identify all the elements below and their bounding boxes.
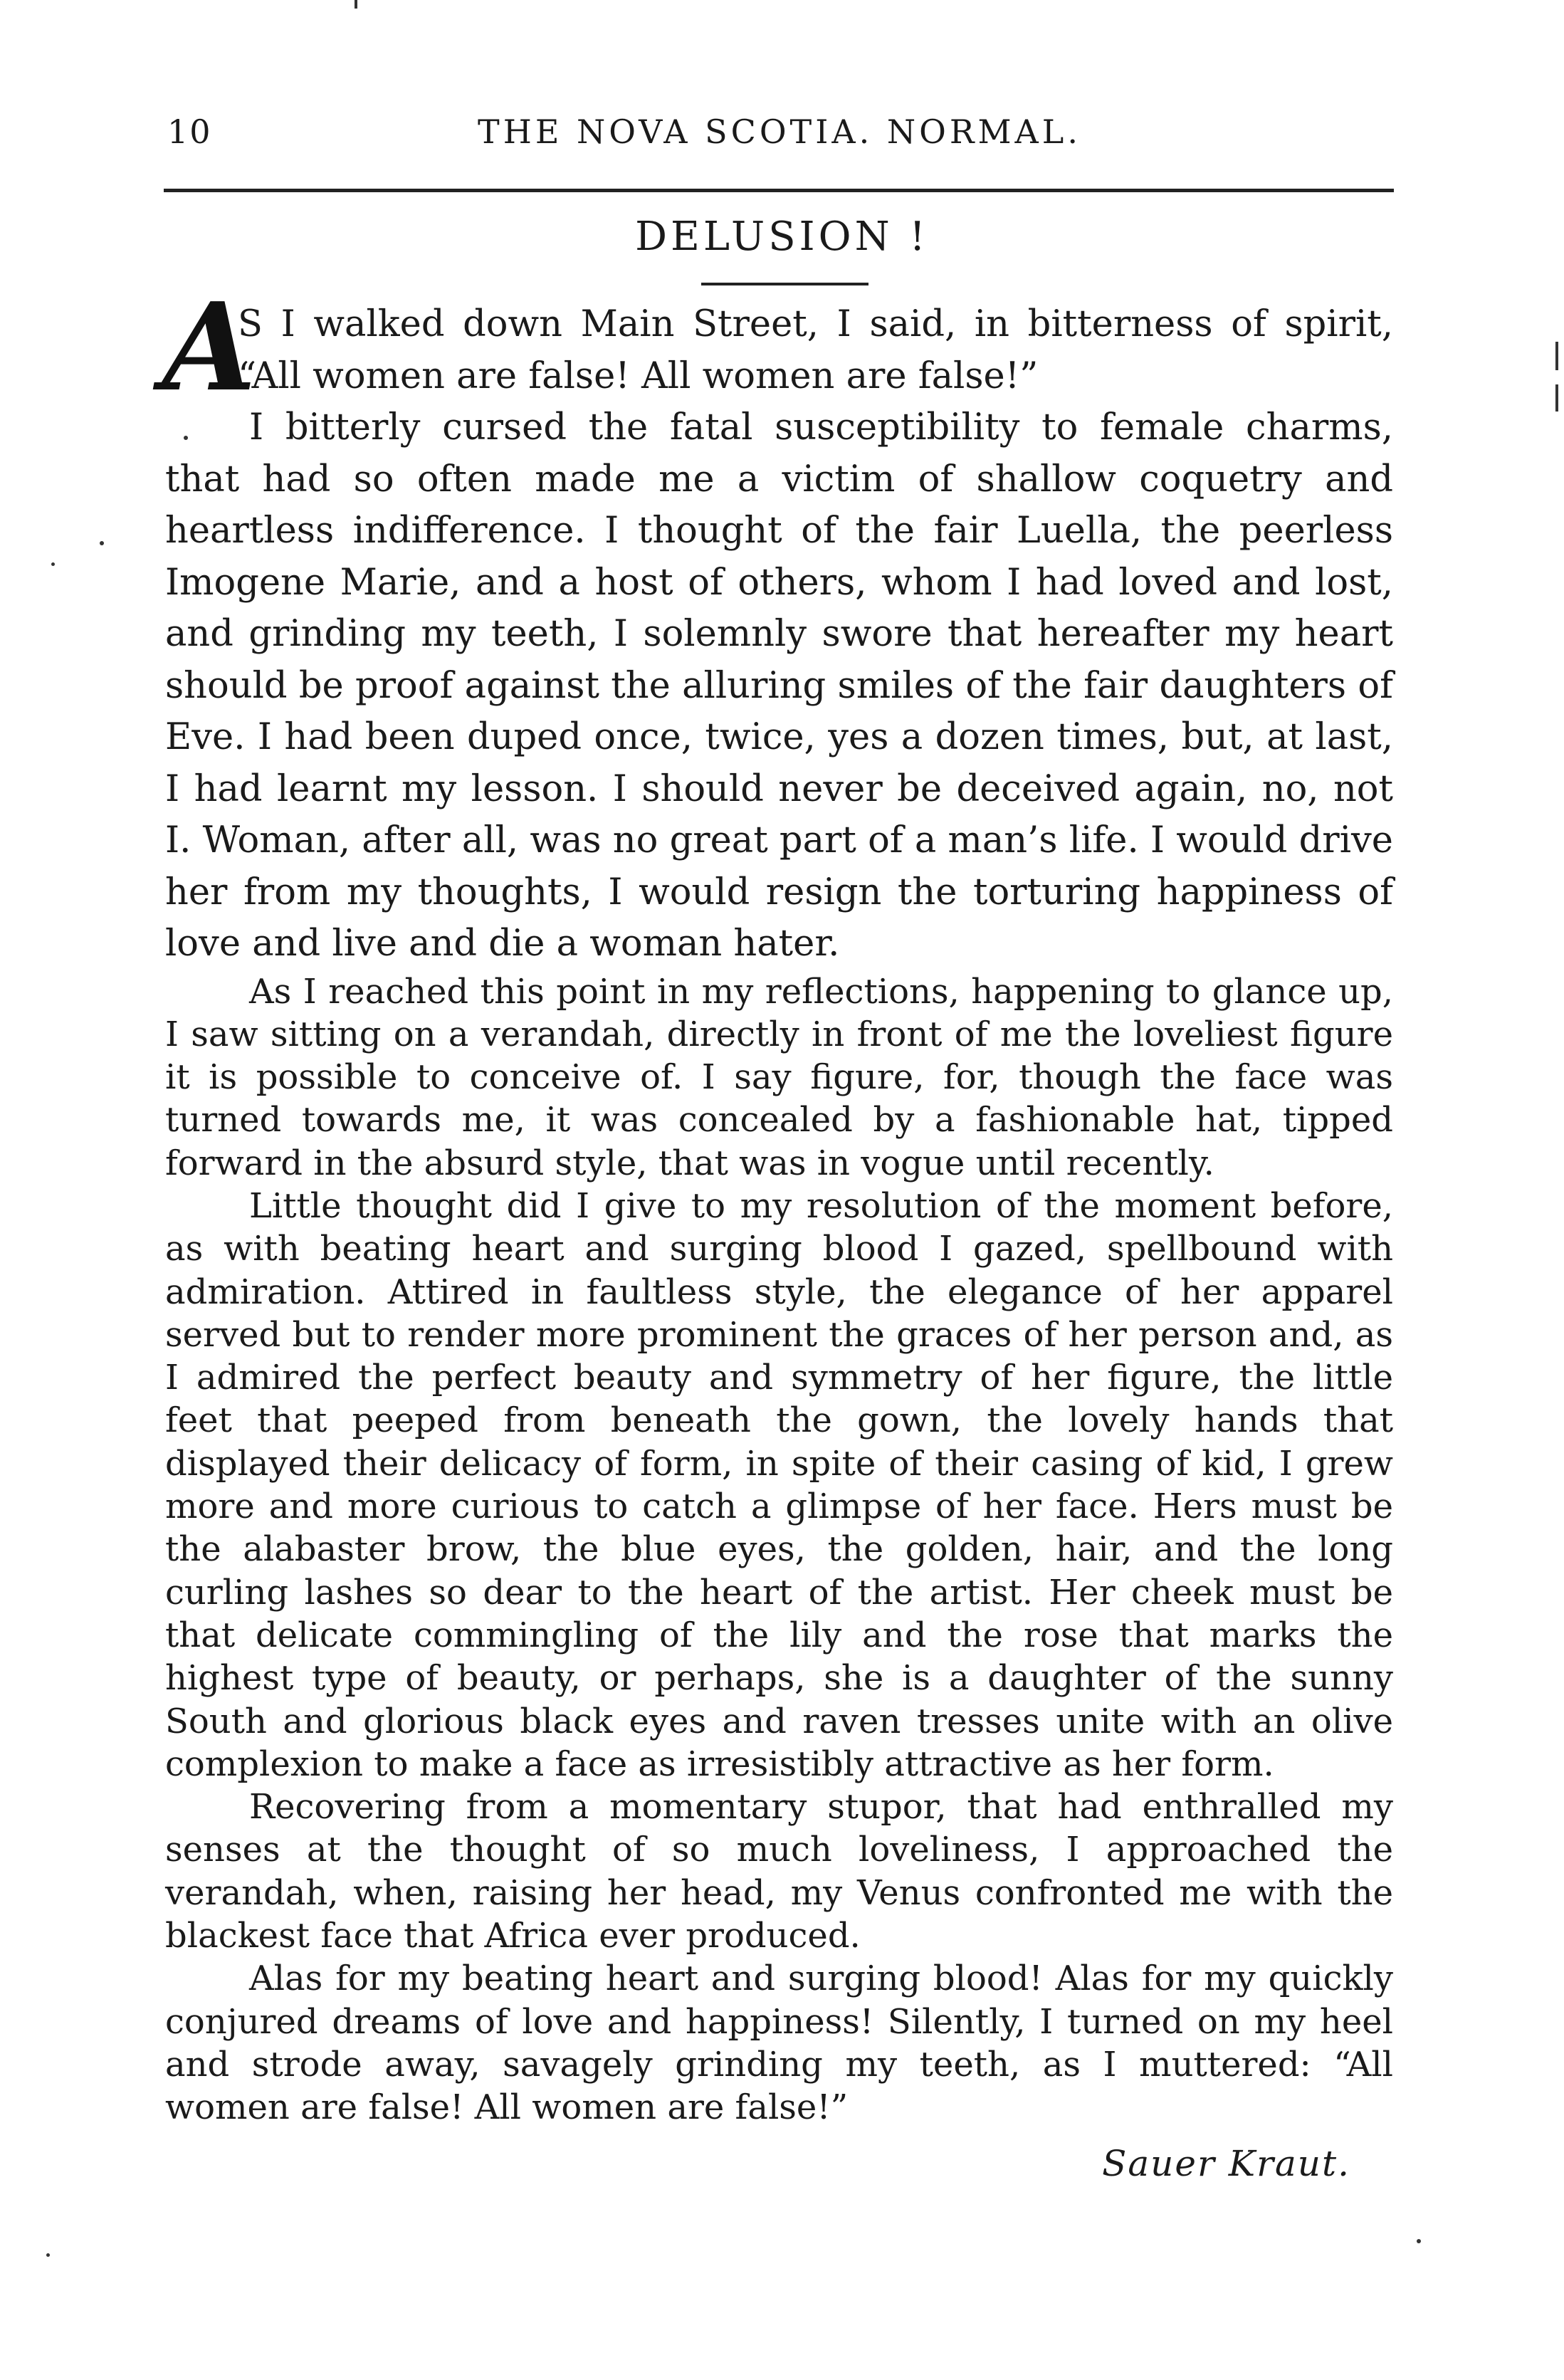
author-signature: Sauer Kraut. xyxy=(1102,2143,1350,2184)
print-speck xyxy=(46,2253,50,2257)
paragraph-1-text: S I walked down Main Street, I said, in bitterness of spirit, “All women are false! All women are false!” xyxy=(238,303,1393,397)
header-rule xyxy=(164,189,1394,192)
print-speck xyxy=(355,0,357,9)
article-section-opening xyxy=(162,276,1393,970)
article-title: DELUSION ! xyxy=(635,214,929,260)
print-speck xyxy=(1555,384,1558,411)
title-rule xyxy=(701,283,868,285)
article-body xyxy=(162,276,1393,2129)
print-speck xyxy=(100,541,104,545)
print-speck xyxy=(184,436,188,440)
drop-cap: A xyxy=(162,276,256,419)
page-header xyxy=(167,112,1392,169)
article-section-main xyxy=(165,970,1393,2129)
print-speck xyxy=(1417,2239,1421,2243)
paragraph: I bitterly cursed the fatal susceptibility to female charms, that had so often made me a victim of shallow coquetry and heartless indifference. I thought of the fair Luella, the peerless Imogene Marie, and a host of others, whom I had loved and lost, and grinding my teeth, I solemnly swore that hereafter my heart should be proof against the alluring smiles of the fair daughters of Eve. I had been duped once, twice, yes a dozen times, but, at last, I had learnt my lesson. I should never be deceived again, no, not I. Woman, after all, was no great part of a man’s life. I would drive her from my thoughts, I would resign the torturing happiness of love and live and die a woman hater. xyxy=(165,407,1393,965)
print-speck xyxy=(51,562,55,566)
paragraph: Little thought did I give to my resolution of the moment before, as with beating heart and surging blood I gazed, spellbound with admiration. Attired in faultless style, the elegance of her apparel served but to render more prominent the graces of her person and, as I admired the perfect beauty and symmetry of her figure, the little feet that peeped from beneath the gown, the lovely hands that displayed their delicacy of form, in spite of their casing of kid, I grew more and more curious to catch a glimpse of her face. Hers must be the alabaster brow, the blue eyes, the golden, hair, and the long curling lashes so dear to the heart of the artist. Her cheek must be that delicate commingling of the lily and the rose that marks the highest type of beauty, or perhaps, she is a daughter of the sunny South and glorious black eyes and raven tresses unite with an olive complexion to make a face as irresistibly attractive as her form. xyxy=(165,1185,1393,1784)
paragraph: Recovering from a momentary stupor, that had enthralled my senses at the thought of so much loveliness, I approached the verandah, when, raising her head, my Venus confronted me with the blackest face that Africa ever produced. xyxy=(165,1787,1393,1956)
print-speck xyxy=(1555,342,1558,370)
paragraph: Alas for my beating heart and surging blood! Alas for my quickly conjured dreams of love and happiness! Silently, I turned on my heel and strode away, savagely grinding my teeth, as I muttered: “All women are false! All women are false!” xyxy=(165,1959,1393,2128)
running-head: THE NOVA SCOTIA. NORMAL. xyxy=(478,112,1081,151)
page-number: 10 xyxy=(167,112,212,151)
paragraph-opening xyxy=(162,276,1393,419)
paragraph: As I reached this point in my reflections, happening to glance up, I saw sitting on a verandah, directly in front of me the loveliest figure it is possible to conceive of. I say figure, for, though the face was turned towards me, it was concealed by a fashionable hat, tipped forward in the absurd style, that was in vogue until recently. xyxy=(165,971,1393,1183)
